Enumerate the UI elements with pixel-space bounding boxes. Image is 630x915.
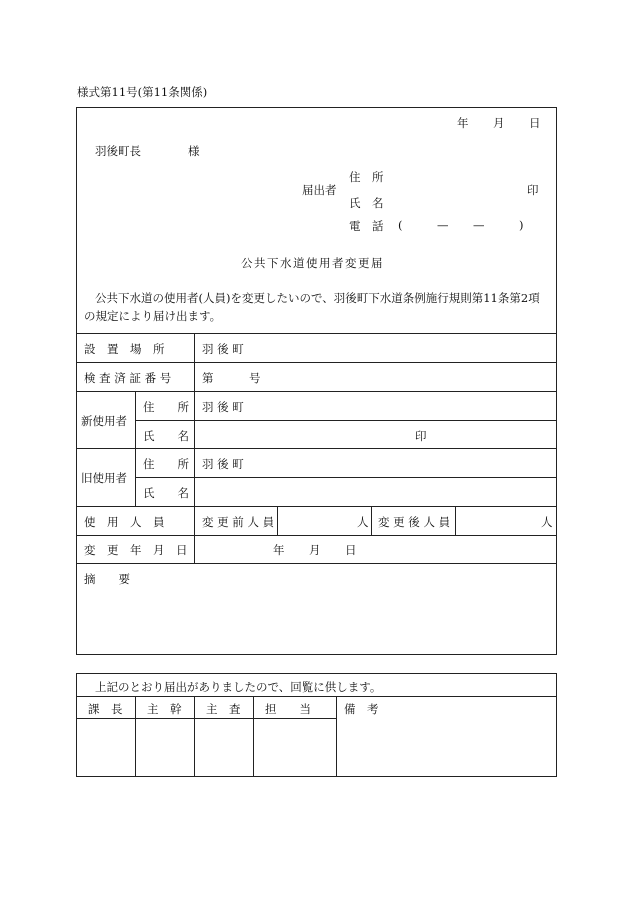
new-user-address-label: 住 所 xyxy=(143,400,189,414)
circulation-column-divider xyxy=(135,696,136,777)
phone-dash-1: — xyxy=(437,218,449,232)
old-user-name-label: 氏 名 xyxy=(143,486,189,500)
staff-header: 担 当 xyxy=(265,702,311,716)
change-date-month: 月 xyxy=(309,543,321,557)
inspector-header: 主 査 xyxy=(206,702,241,716)
remarks-header: 備 考 xyxy=(344,702,379,716)
row-divider xyxy=(135,420,557,421)
before-count-unit: 人 xyxy=(357,515,369,529)
section-chief-header: 課 長 xyxy=(88,702,123,716)
change-date-day: 日 xyxy=(345,543,357,557)
row-divider xyxy=(76,333,557,334)
body-line-2: の規定により届け出ます。 xyxy=(84,309,222,323)
chief-officer-header: 主 幹 xyxy=(147,702,182,716)
users-count-label: 使 用 人 員 xyxy=(84,515,165,529)
circulation-divider xyxy=(76,696,557,697)
row-divider xyxy=(76,506,557,507)
user-group-divider xyxy=(135,391,136,506)
new-user-address-value: 羽 後 町 xyxy=(202,400,244,414)
after-count-label: 変 更 後 人 員 xyxy=(378,515,451,529)
notifier-phone-label: 電 話 xyxy=(349,219,384,233)
change-date-year: 年 xyxy=(273,543,285,557)
row-divider xyxy=(76,391,557,392)
inspection-prefix: 第 xyxy=(202,371,214,385)
after-count-unit: 人 xyxy=(541,515,553,529)
honorific: 様 xyxy=(188,144,200,158)
form-number: 様式第11号(第11条関係) xyxy=(77,85,208,99)
inspection-label: 検 査 済 証 番 号 xyxy=(84,371,172,385)
change-date-label: 変 更 年 月 日 xyxy=(84,543,188,557)
body-line-1: 公共下水道の使用者(人員)を変更したいので、羽後町下水道条例施行規則第11条第2項 xyxy=(95,291,540,305)
new-user-name-label: 氏 名 xyxy=(143,429,189,443)
notifier-name-label: 氏 名 xyxy=(349,196,384,210)
notifier-address-label: 住 所 xyxy=(349,170,384,184)
date-month-label: 月 xyxy=(493,116,505,130)
remarks-label: 摘 要 xyxy=(84,572,130,586)
circulation-column-divider xyxy=(336,696,337,777)
before-count-label: 変 更 前 人 員 xyxy=(202,515,275,529)
phone-open-paren: ( xyxy=(398,218,403,232)
circulation-column-divider xyxy=(194,696,195,777)
phone-close-paren: ) xyxy=(519,218,524,232)
location-label: 設 置 場 所 xyxy=(84,342,165,356)
date-year-label: 年 xyxy=(457,116,469,130)
row-divider xyxy=(76,362,557,363)
new-user-label: 新使用者 xyxy=(81,414,127,428)
date-day-label: 日 xyxy=(529,116,541,130)
row-divider xyxy=(76,535,557,536)
location-value: 羽 後 町 xyxy=(202,342,244,356)
phone-dash-2: — xyxy=(473,218,485,232)
circulation-note: 上記のとおり届出がありましたので、回覧に供します。 xyxy=(95,680,382,694)
row-divider xyxy=(76,563,557,564)
notifier-label: 届出者 xyxy=(302,183,337,197)
old-user-label: 旧使用者 xyxy=(81,471,127,485)
inspection-suffix: 号 xyxy=(249,371,261,385)
circulation-divider xyxy=(76,718,337,719)
form-title: 公共下水道使用者変更届 xyxy=(241,256,384,270)
addressee: 羽後町長 xyxy=(95,144,141,158)
notifier-seal: 印 xyxy=(527,183,539,197)
cell-divider xyxy=(371,506,372,535)
old-user-address-label: 住 所 xyxy=(143,457,189,471)
cell-divider xyxy=(455,506,456,535)
circulation-column-divider xyxy=(253,696,254,777)
old-user-address-value: 羽 後 町 xyxy=(202,457,244,471)
row-divider xyxy=(135,477,557,478)
new-user-seal: 印 xyxy=(415,429,427,443)
row-divider xyxy=(76,448,557,449)
label-column-divider xyxy=(194,333,195,563)
cell-divider xyxy=(277,506,278,535)
